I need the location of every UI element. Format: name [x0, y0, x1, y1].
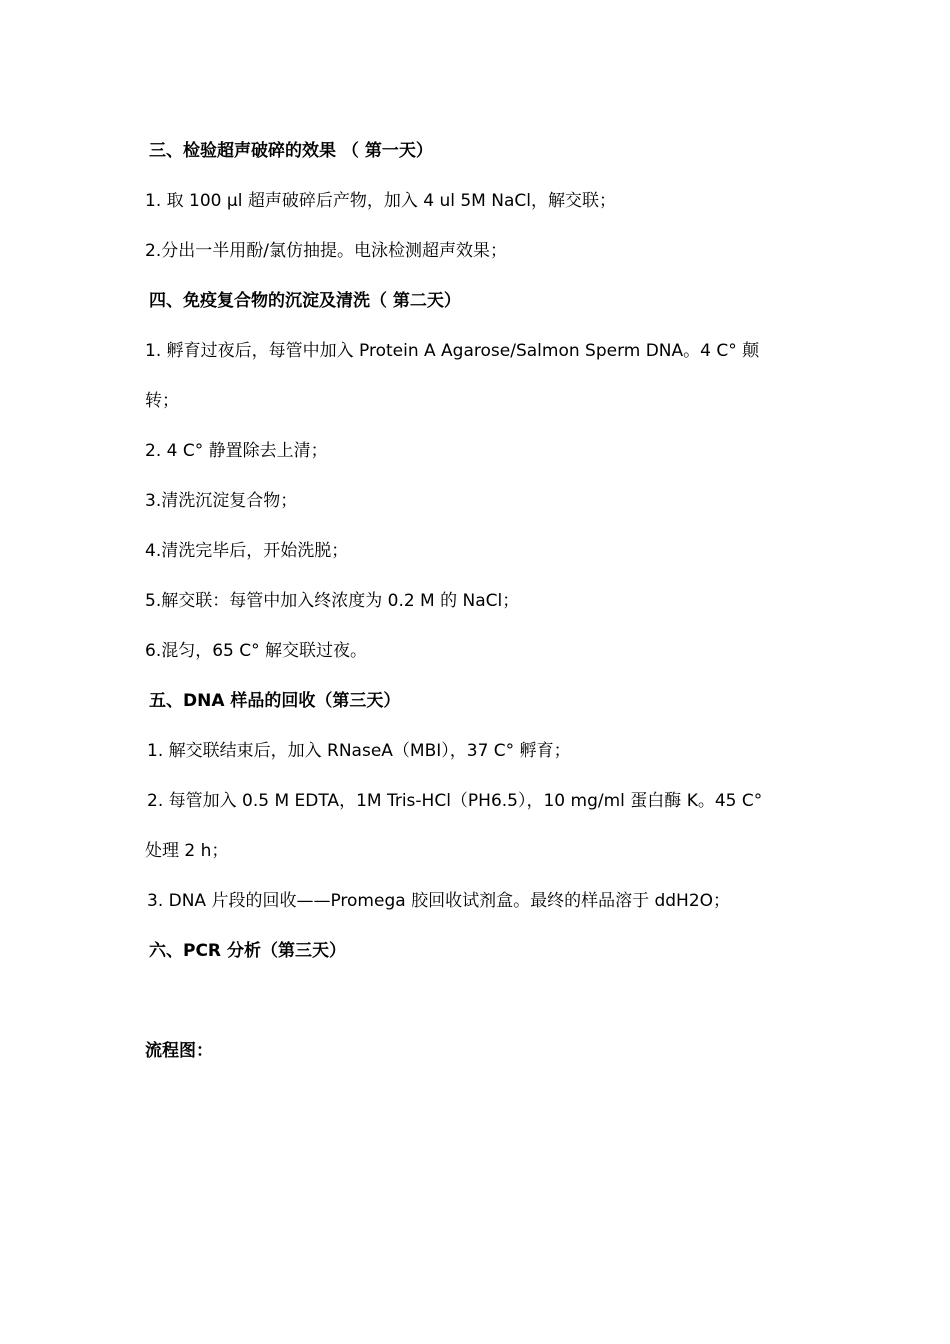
section-5-heading: 五、DNA 样品的回收（第三天）	[149, 691, 401, 711]
section-4-step-3: 3.清洗沉淀复合物；	[145, 491, 298, 511]
section-3-step-1: 1. 取 100 μl 超声破碎后产物，加入 4 ul 5M NaCl，解交联；	[145, 191, 616, 211]
section-5-step-3: 3. DNA 片段的回收——Promega 胶回收试剂盒。最终的样品溶于 ddH2O；	[147, 891, 731, 911]
flowchart-label: 流程图：	[145, 1041, 213, 1061]
section-4-step-2: 2. 4 C° 静置除去上清；	[145, 441, 328, 461]
section-4-step-4: 4.清洗完毕后，开始洗脱；	[145, 541, 349, 561]
section-5-step-2-line-2: 处理 2 h；	[145, 841, 229, 861]
section-4-step-1-line-2: 转；	[145, 391, 179, 411]
section-4-heading: 四、免疫复合物的沉淀及清洗（ 第二天）	[149, 291, 461, 311]
section-3-step-2: 2.分出一半用酚/氯仿抽提。电泳检测超声效果；	[145, 241, 507, 261]
section-3-heading: 三、检验超声破碎的效果 （ 第一天）	[149, 141, 433, 161]
section-4-step-6: 6.混匀，65 C° 解交联过夜。	[145, 641, 368, 661]
section-4-step-5: 5.解交联：每管中加入终浓度为 0.2 M 的 NaCl；	[145, 591, 520, 611]
section-5-step-1: 1. 解交联结束后，加入 RNaseA（MBI），37 C° 孵育；	[147, 741, 571, 761]
section-4-step-1-line-1: 1. 孵育过夜后，每管中加入 Protein A Agarose/Salmon Sperm DNA。4 C° 颠	[145, 341, 760, 361]
section-5-step-2-line-1: 2. 每管加入 0.5 M EDTA，1M Tris-HCl（PH6.5），10 mg/ml 蛋白酶 K。45 C°	[147, 791, 763, 811]
section-6-heading: 六、PCR 分析（第三天）	[149, 941, 346, 961]
